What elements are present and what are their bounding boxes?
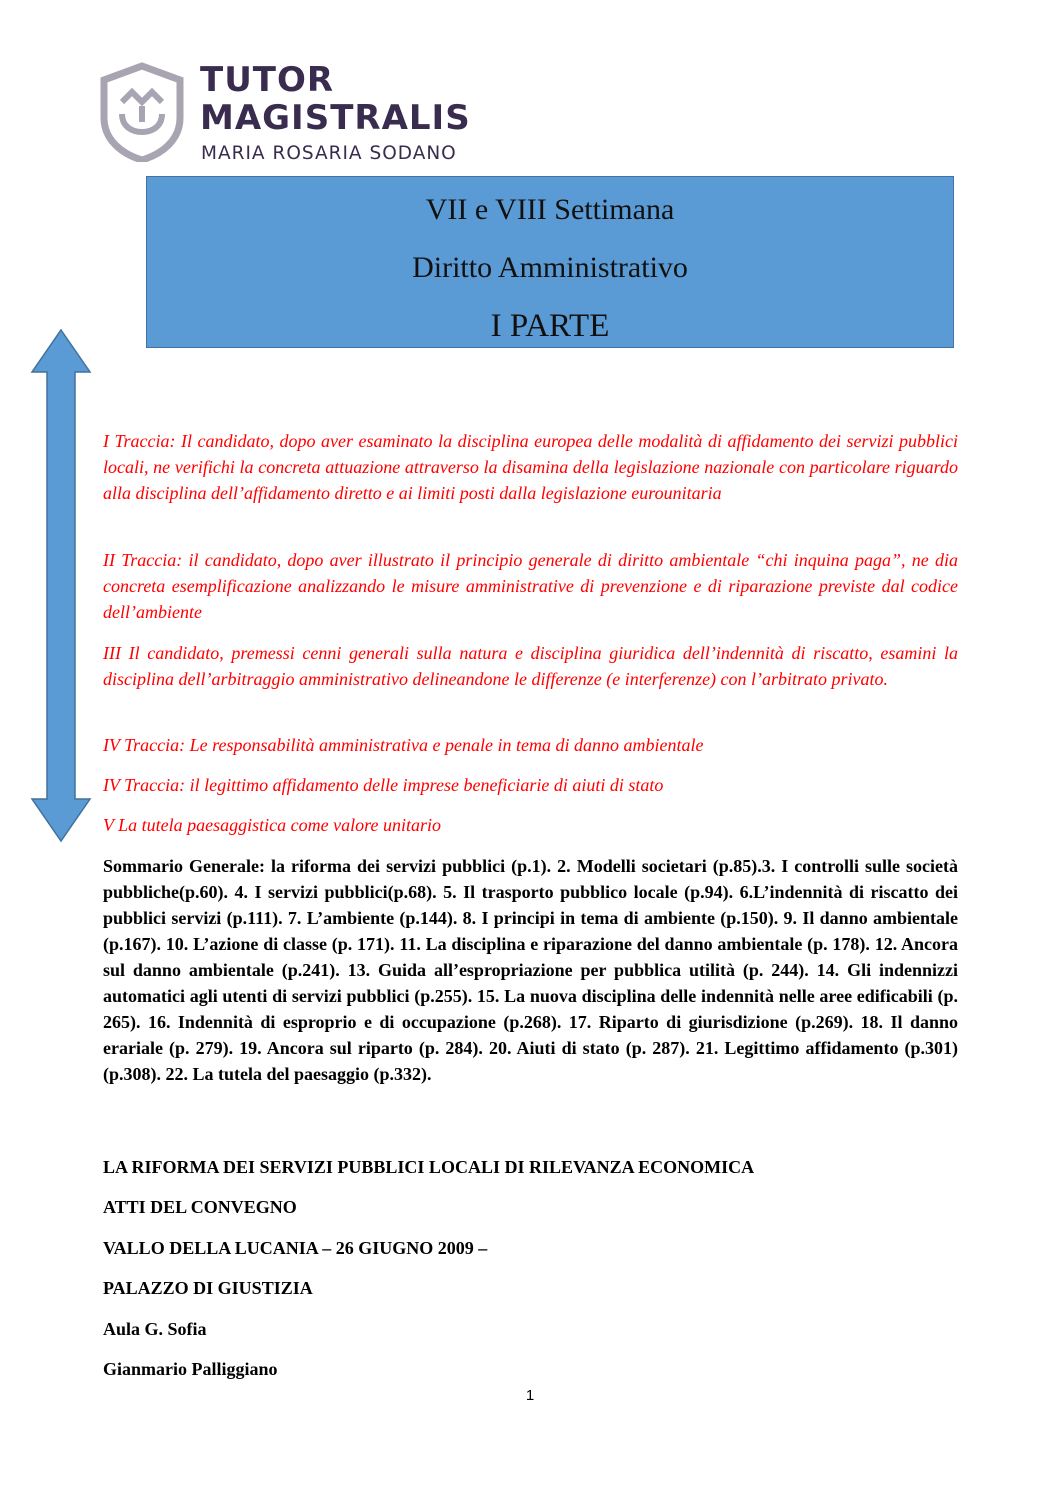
title-part: I PARTE [490, 308, 610, 344]
logo-subtitle: MARIA ROSARIA SODANO [201, 143, 457, 164]
title-week: VII e VIII Settimana [425, 193, 675, 226]
traccia-6: V La tutela paesaggistica come valore unitario [103, 815, 441, 835]
shield-crown-icon [100, 62, 184, 162]
traccia-5: IV Traccia: il legittimo affidamento delle imprese beneficiarie di aiuti di stato [103, 775, 664, 795]
heading-luogo-data: VALLO DELLA LUCANIA – 26 GIUGNO 2009 – [103, 1238, 488, 1258]
heading-palazzo: PALAZZO DI GIUSTIZIA [103, 1278, 313, 1298]
heading-aula: Aula G. Sofia [103, 1319, 207, 1339]
title-subject: Diritto Amministrativo [412, 251, 688, 284]
heading-atti: ATTI DEL CONVEGNO [103, 1197, 297, 1217]
heading-riforma: LA RIFORMA DEI SERVIZI PUBBLICI LOCALI DI RILEVANZA ECONOMICA [103, 1157, 755, 1177]
traccia-1: I Traccia: Il candidato, dopo aver esaminato la disciplina europea delle modalità di affidamento dei servizi pubblici locali, ne verifichi la concreta attuazione attraverso la disamina della legislazione nazionale con particolare riguardo alla disciplina dell’affidamento diretto e ai limiti posti dalla legislazione eurounitaria [103, 431, 958, 503]
page-number: 1 [525, 1387, 535, 1404]
heading-autore: Gianmario Palliggiano [103, 1359, 278, 1379]
traccia-4: IV Traccia: Le responsabilità amministrativa e penale in tema di danno ambientale [103, 735, 704, 755]
logo-title-line1: TUTOR [200, 60, 335, 100]
title-box [146, 176, 954, 348]
traccia-2: II Traccia: il candidato, dopo aver illustrato il principio generale di diritto ambientale “chi inquina paga”, ne dia concreta esemplificazione analizzando le misure amministrative di prevenzione e di riparazione previste dal codice dell’ambiente [103, 550, 958, 622]
logo-title-line2: MAGISTRALIS [200, 98, 471, 138]
double-arrow-vertical-icon [30, 328, 92, 843]
sommario-generale: Sommario Generale: la riforma dei servizi pubblici (p.1). 2. Modelli societari (p.85).3. I controlli sulle società pubbliche(p.60). 4. I servizi pubblici(p.68). 5. Il trasporto pubblico locale (p.94). 6.L’indennità di riscatto dei pubblici servizi (p.111). 7. L’ambiente (p.144). 8. I principi in tema di ambiente (p.150). 9. Il danno ambientale (p.167). 10. L’azione di classe (p. 171). 11. La disciplina e riparazione del danno ambientale (p. 178). 12. Ancora sul danno ambientale (p.241). 13. Guida all’espropriazione per pubblica utilità (p. 244). 14. Gli indennizzi automatici agli utenti di servizi pubblici (p.255). 15. La nuova disciplina delle indennità nelle aree edificabili (p. 265). 16. Indennità di esproprio e di occupazione (p.268). 17. Riparto di giurisdizione (p.269). 18. Il danno erariale (p. 279). 19. Ancora sul riparto (p. 284). 20. Aiuti di stato (p. 287). 21. Legittimo affidamento (p.301) (p.308). 22. La tutela del paesaggio (p.332). [103, 856, 958, 1084]
logo [100, 62, 500, 172]
traccia-3: III Il candidato, premessi cenni generali sulla natura e disciplina giuridica dell’indennità di riscatto, esamini la disciplina dell’arbitraggio amministrativo delineandone le differenze (e interferenze) con l’arbitrato privato. [103, 643, 958, 689]
